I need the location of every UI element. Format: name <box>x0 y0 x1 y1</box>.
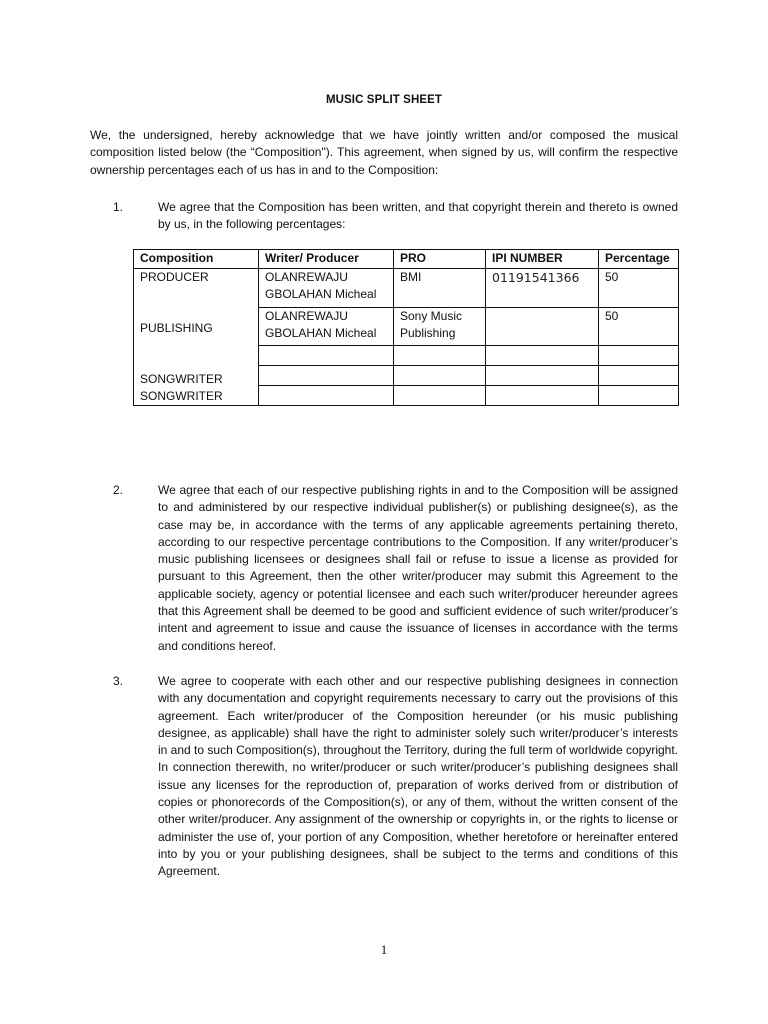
empty-cell <box>486 366 599 386</box>
composition-role: PUBLISHING <box>140 321 213 335</box>
percentage-cell: 50 <box>599 269 679 308</box>
empty-cell <box>599 386 679 406</box>
empty-cell <box>259 346 394 366</box>
composition-role: PRODUCER <box>140 270 209 284</box>
composition-role: SONGWRITER <box>140 372 223 386</box>
empty-cell <box>599 366 679 386</box>
empty-cell <box>486 386 599 406</box>
composition-role: SONGWRITER <box>140 389 223 403</box>
clause-number: 3. <box>113 674 124 688</box>
clause-number: 2. <box>113 483 124 497</box>
header-percentage: Percentage <box>599 250 679 269</box>
clause-text: We agree to cooperate with each other and our respective publishing designees in connection with any documentation and copyright requirements necessary to carry out the provisions of this agreement. Each writer/producer of the Composition hereunder (or his music publishing designee, as applicable) shall have the right to administer solely such writer/producer’s interests in and to such Composition(s), throughout the Territory, during the full term of worldwide copyright. In connection therewith, no writer/producer or such writer/producer’s publishing designees shall issue any licenses for the reproduction of, preparation of works derived from or distribution of copies or phonorecords of the Composition(s), or any of them, without the written consent of the other writer/producer. Any assignment of the ownership or copyrights in, or the rights to license or administer the use of, your portion of any Composition, whether heretofore or hereinafter entered into by you or your publishing designees, shall be subject to the terms and conditions of this Agreement. <box>158 674 678 879</box>
percentage-cell: 50 <box>599 307 679 346</box>
empty-cell <box>259 386 394 406</box>
table-header-row <box>134 250 679 269</box>
clause-text: We agree that the Composition has been written, and that copyright therein and thereto is owned by us, in the following percentages: <box>158 200 678 232</box>
split-table <box>133 249 679 406</box>
empty-cell <box>394 386 486 406</box>
writer-cell: OLANREWAJU GBOLAHAN Micheal <box>259 307 394 346</box>
header-composition: Composition <box>134 250 259 269</box>
page-number: 1 <box>380 942 388 957</box>
ipi-cell: 01191541366 <box>486 269 599 308</box>
pro-cell: Sony Music Publishing <box>394 307 486 346</box>
empty-cell <box>599 346 679 366</box>
clause-number: 1. <box>113 200 124 214</box>
ipi-cell <box>486 307 599 346</box>
composition-cell <box>134 269 259 406</box>
writer-cell: OLANREWAJU GBOLAHAN Micheal <box>259 269 394 308</box>
table-row <box>134 269 679 308</box>
empty-cell <box>394 366 486 386</box>
document-title: MUSIC SPLIT SHEET <box>325 94 443 106</box>
clause-text: We agree that each of our respective publishing rights in and to the Composition will be assigned to and administered by our respective individual publisher(s) or publishing designee(s), as the case may be, in accordance with the terms of any applicable agreements pertaining thereto, according to our respective percentage contributions to the Composition. If any writer/producer’s music publishing licensees or designees shall fail or refuse to issue a license as provided for pursuant to this Agreement, then the other writer/producer may submit this Agreement to the applicable society, agency or potential licensee and each such writer/producer hereunder agrees that this Agreement shall be deemed to be good and sufficient evidence of such writer/producer’s intent and agreement to issue and cause the issuance of licenses in accordance with the terms and conditions hereof. <box>158 483 678 653</box>
empty-cell <box>394 346 486 366</box>
empty-cell <box>486 346 599 366</box>
intro-paragraph: We, the undersigned, hereby acknowledge that we have jointly written and/or composed the musical composition listed below (the “Composition"). This agreement, when signed by us, will confirm the respective ownership percentages each of us has in and to the Composition: <box>90 128 678 177</box>
header-ipi: IPI NUMBER <box>486 250 599 269</box>
header-writer: Writer/ Producer <box>259 250 394 269</box>
pro-cell: BMI <box>394 269 486 308</box>
header-pro: PRO <box>394 250 486 269</box>
empty-cell <box>259 366 394 386</box>
